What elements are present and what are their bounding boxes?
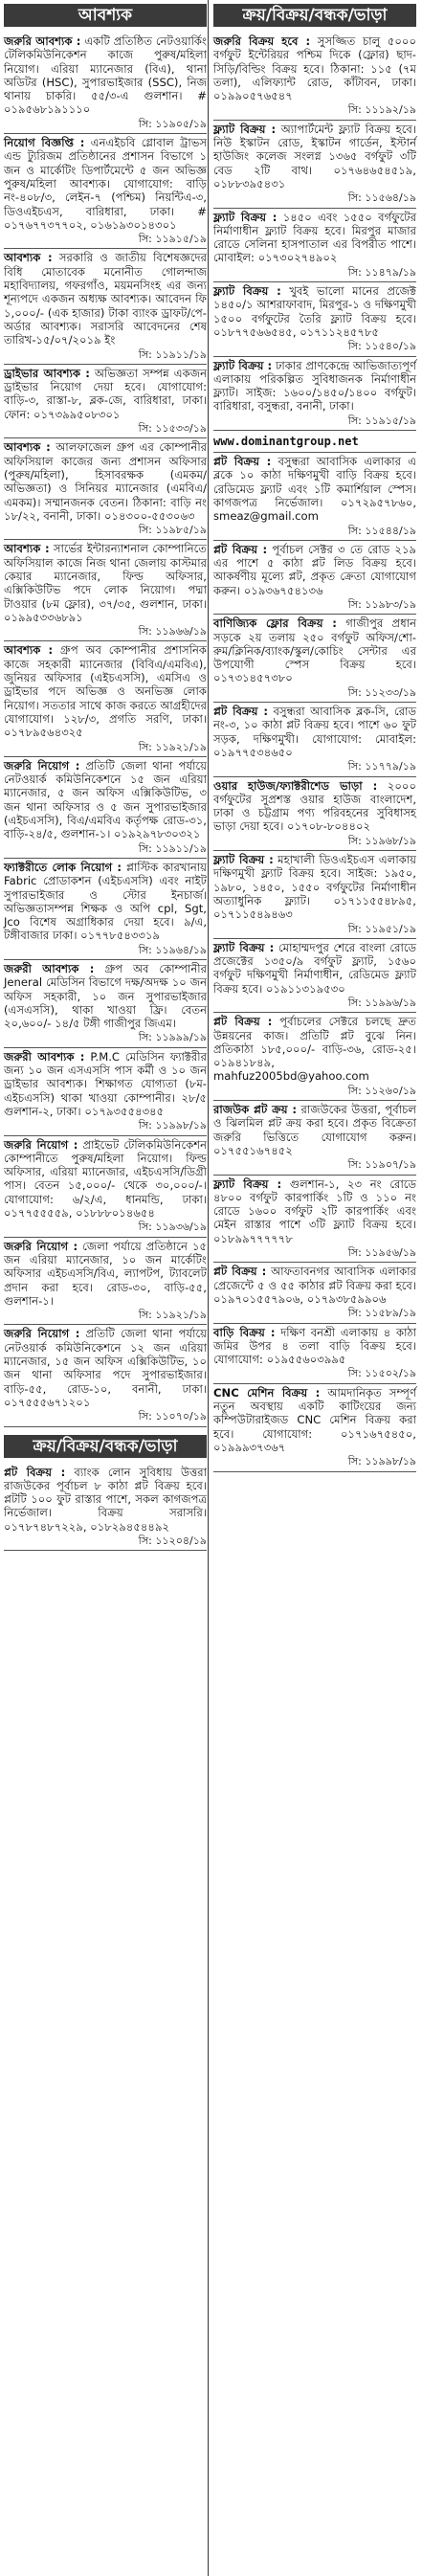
ad-title: ফ্ল্যাট বিক্রয় : [213,853,274,867]
ad-title: প্লট বিক্রয় : [213,1265,267,1279]
ad-body: প্লাস্টিক কারখানায় Fabric প্রোডাকশন (এইচএসসি) এবং নাইট সুপারভাইজার ও স্টোর ইনচার্জ। অভিজ্ঞতাসম্পন্ন শিক্ষক ও অপি cpl, Sgt, Jco বিশেষ অগ্রাধিকার দেয়া হবে। ৯/এ, টঙ্গীবাজার ঢাকা। ০১৭৭৮৫৪৩৩১৯ [4,860,208,943]
classified-ad [213,209,416,282]
ad-title: আবশ্যক : [4,643,54,658]
ad-code: সি: ১১৫৪৪/১৯ [347,524,416,537]
ad-title: আবশ্যক : [4,440,51,455]
classified-ad [213,777,416,851]
ad-title: আবশ্যক : [4,542,50,556]
classified-ad [4,249,207,364]
ad-code: সি: ১১১৯২/১৯ [347,103,416,117]
ad-body: প্রতিটি জেলা থানা পর্যায়ে নেটওয়ার্ক কমিউনিকেশনে ১৫ জন এরিয়া ম্যানেজার, ৫ জন অফিস এক্সিকিউটিভ, ৩ জন থানা অফিসার ও ৫ জন সুপারভাইজার (এইচএসসি), বিএ/এমবিএ কর্তৃপক্ষ রোড-৩১, বাড়ি-২৪/৫, গুলশান-১। ০১৯২৯৭৮৩০৩২১ [4,758,207,841]
ad-code: সি: ১১৯৮৩/১৯ [347,597,416,611]
ad-body: খুবই ভালো মানের প্রজেক্ট ১৪৫০/১ আশরাফাবাদ, মিরপুর-১ ও দক্ষিণমুখী ১৫০০ বর্গফুটের তৈরি ফ্ল্যাট বিক্রয় হবে। ০১৮৭৭৫৬৬৫৪৫, ০১৭১১২৪৫৭৮৫ [213,284,417,339]
section-header-wanted: আবশ্যক [4,4,207,27]
ad-code: সি: ১১৯১৫/১৯ [138,233,207,246]
ad-title: ফ্যাক্টরীতে লোক নিয়োগ : [4,860,122,874]
ad-title: বাণিজ্যিক ফ্লোর বিক্রয় : [213,616,337,631]
classified-ad [4,134,207,249]
classified-ad [4,1048,207,1136]
classified-ad [213,357,416,431]
ad-code: সি: ১১৯০৭/১৯ [347,1158,416,1172]
ad-title: প্লট বিক্রয় : [213,542,268,556]
ad-code: সি: ১১৯৩৬/১৯ [138,1221,207,1234]
ad-body: বসুন্ধরা আবাসিক ব্লক-সি, রোড নং-৩, ১০ কাঠা প্লট বিক্রয় হবে। পাশে ৬০ ফুট সড়ক, দক্ষিণমুখী। যোগাযোগ: মোবাইল: ০১৯৭৭৫৩৪৬৫০ [213,705,416,759]
ad-code: সি: ১১২৬০/১৯ [347,1084,416,1097]
ad-title: বাড়ি বিক্রয় : [213,1325,276,1339]
ad-title: রাজউক প্লট ক্রয় : [213,1103,298,1117]
ad-body: একটি প্রতিষ্ঠিত নেটওয়ার্কিং টেলিকমিউনিকেশন কাজে পুরুষ/মহিলা নিয়োগ। এরিয়া ম্যানেজার (বিএ), থানা অডিটর (HSC), সুপারভাইজার (SSC), নিজ থানায় চাকরি। ৫৫/৩-এ গুলশান। # ০১৯৫৬৮১৯১১১০ [4,34,207,117]
ad-body: প্রতিটি জেলা থানা পর্যায়ে নেটওয়ার্ক কমিউনিকেশনে ১২ জন এরিয়া ম্যানেজার, ১৫ জন অফিস এক্সিকিউটিভ, ১০ জন থানা অফিসার পদে সুপারভাইজার। বাড়ি-৫৫, রোড-১০, বনানী, ঢাকা। ০১৭৫৫৫৬৭১২০১ [4,1327,207,1409]
ad-title: জরুরী আবশ্যক : [4,1049,85,1064]
classified-ad [213,33,416,121]
ad-title: জরুরি নিয়োগ : [4,1137,78,1152]
ad-code: সি: ১১২৩৩/১৯ [347,685,416,699]
classified-ad [213,121,416,209]
ad-body: অ্যাপার্টমেন্ট ফ্ল্যাট বিক্রয় হবে। নিউ ইস্কাটন রোড, ইস্কাটন গার্ডেন, ইস্টার্ন হাউজিং কলেজ সংলগ্ন ১৩৬৫ বর্গফুট ৩টি বেড ২টি বাথ। ০১৭৬৪৬৫৪৫১৯, ০১৮৮৩৯৫৪৩১ [213,122,416,190]
ad-code: সি: ১১২০৪/১৯ [138,1534,207,1547]
classified-ad [213,282,416,356]
ad-title: ফ্ল্যাট বিক্রয় : [213,1176,282,1191]
ad-title: প্লট বিক্রয় : [213,705,268,719]
ad-body: দক্ষিণ বনশ্রী এলাকায় ৪ কাঠা জমির উপর ৪ তলা বাড়ি বিক্রয় হবে। যোগাযোগ: ০১৯৫৫৬০৩৯৯৫ [213,1325,416,1367]
ad-code: সি: ১১৯১১/১৯ [138,347,207,361]
right-ads-list [213,33,416,1472]
ad-code: সি: ১১৫৮৯/১৯ [347,1307,416,1320]
ad-body: পূর্বাচল সেক্টর ৩ তে রোড ২১৯ এর পাশে ৫ কাঠা প্লট লিড বিক্রয় হবে। আকর্ষণীয় মূল্যে প্লট, প্রকৃত ক্রেতা যোগাযোগ করুন। ০১৯৩৬৭৫৪১৩৬ [213,542,417,597]
ad-code: সি: ১১৯২১/১৯ [138,1309,207,1322]
ad-title: জরুরি বিক্রয় হবে : [213,34,311,48]
ad-body: রাজউকের উত্তরা, পূর্বাচল ও ঝিলমিল প্লট ক্রয় করা হবে। প্রকৃত বিক্রেতা জরুরি ভিত্তিতে যোগাযোগ করুন। ০১৭৫৫১৬৭৪৫২ [213,1103,416,1157]
ad-title: ড্রাইভার আবশ্যক : [4,366,90,380]
classified-ad [4,757,207,859]
classified-ad [4,365,207,438]
classified-ad [4,960,207,1048]
ad-body: আফতাবনগর আবাসিক এলাকার প্রেজেন্টে ৫ ও ৫৫ কাঠার প্লট বিক্রয় করা হবে। ০১৯৭০১৫৫৭৯০৬, ০১৭৯৩৮৫৯৯০৬ [213,1265,417,1306]
ad-body: আলফাজেল গ্রুপ এর কোম্পানীর অফিসিয়াল কাজের জন্য প্রশাসন অফিসার (পুরুষ/মহিলা), হিসাবরক্ষক (এমকম/অভিজ্ঞতা) ও সিনিয়র ম্যানেজার (এমবিএ/এমকম)। সম্মানজনক বেতন। ঠিকানা: বাড়ি নং ১৮/২২, বনানী, ঢাকা। ০১৪৩০০-৫৫৩০৬৩ [4,440,208,523]
ad-body: পূর্বাচলের সেক্টরে চলছে দ্রুত উন্নয়নের কাজ। প্রতিটি প্লট বুঝে নিন। প্রতিকাঠা ১৮৫,০০০/- বাড়ি-৩৬, রোড-২৫। ০১৯৪১৮৪৯, mahfuz2005bd@yahoo.com [213,1015,417,1084]
classified-ad [4,1464,207,1552]
ad-body: সরকারি ও জাতীয় বিশেষজ্ঞদের বিধি মোতাবেক মনোনীত গোলন্দাজ মহাবিদ্যালয়, গফরগাঁও, ময়মনসিংহ এর জন্য শূন্যপদে একজন অধ্যক্ষ আবশ্যক। আবেদন ফি ১,০০০/- (এক হাজার) টাকা ব্যাংক ড্রাফট/পে-অর্ডার আবশ্যক। সরাসরি আবেদনের শেষ তারিখ-১৫/০৭/২০১৯ ইং [4,251,207,347]
ad-title: নিয়োগ বিজ্ঞপ্তি : [4,136,85,150]
classified-ad [213,939,416,1013]
ad-code: সি: ১১৯৬৬/১৯ [138,625,207,638]
ad-title: ফ্ল্যাট বিক্রয় : [213,358,273,372]
ad-body: ২০০০ বর্গফুটের সুপ্রশস্ত ওয়ার হাউজ বাংলাদেশ, ঢাকা ও চট্টগ্রাম পণ্য পরিবহনের সুবিধাসহ ভাড়া দেয়া হবে। ০১৭০৮-৮০৪৪০২ [213,778,416,834]
classified-ad [4,1238,207,1326]
ad-code: সি: ১১৯৯৯/১৯ [138,1031,207,1044]
classified-ad [213,851,416,939]
ad-body: সুসজ্জিত চালু ৫০০০ বর্গফুট ইন্টেরিয়র পশ্চিম দিকে (ফ্লোর) ছাদ-সিড়ি/বিল্ডিং বিক্রয় হবে। ঠিকানা: ১১৫ (৭ম তলা), এলিফ্যান্ট রোড, কাঁটাবন, ঢাকা। ০১৯৯০৫৭৬৫৪৭ [213,34,417,103]
ad-code: সি: ১১০৭০/১৯ [138,1410,207,1423]
ad-title: জরুরি নিয়োগ : [4,1239,78,1253]
classified-ad [213,1263,416,1323]
ad-title: জরুরি আবশ্যক : [4,34,81,48]
classified-ad [213,1384,416,1472]
ad-code: সি: ১১৪৭৯/১৯ [347,265,416,279]
left-ads-list [4,33,207,1427]
ad-body: প্রাইভেট টেলিকমিউনিকেশন কোম্পানীতে পুরুষ/মহিলা নিয়োগ। ফিল্ড অফিসার, এরিয়া ম্যানেজার, এইচএসসি/ডিগ্রী পাস। বেতন ১৫,০০০/- থেকে ৩০,০০০/-। যোগাযোগ: ৬/২/এ, ধানমন্ডি, ঢাকা। ০১৭৭৫৫৫৫৯, ০১৮৮৮০১৪৬৫৪ [4,1137,207,1221]
classified-ad [213,1324,416,1384]
ad-title: ওয়ার হাউজ/ফ্যাক্টরীশেড ভাড়া : [213,778,378,793]
left-ads2-list [4,1464,207,1552]
ad-code: সি: ১১৯০৫/১৯ [138,117,207,130]
ad-code: সি: ১১৯৮৫/১৯ [138,524,207,537]
right-column [213,4,416,1472]
section-header-buy-sell-left: ক্রয়/বিক্রয়/বন্ধক/ভাড়া [4,1435,207,1458]
website-link[interactable]: www.dominantgroup.net [213,431,416,453]
ad-title: ফ্ল্যাট বিক্রয় : [213,210,278,224]
ad-title: জরুরী আবশ্যক : [4,962,95,975]
ad-body: ১৪৫০ এবং ১৫৫০ বর্গফুটের নির্মাণাধীন ফ্ল্যাট বিক্রয় হবে। মিরপুর মাজার রোডে সেলিনা হাসপাতাল এর বিপরীত পাশে। মোবাইল: ০১৭৩০২৭৪৯০২ [213,210,416,265]
classified-ad [213,1101,416,1175]
ad-code: সি: ১১৯৬৪/১৯ [138,943,207,956]
ad-title: প্লট বিক্রয় : [213,455,272,469]
ad-title: ফ্ল্যাট বিক্রয় : [213,122,277,136]
classified-ad [4,33,207,134]
ad-body: মোহাম্মদপুর শেরে বাংলা রোডে প্রজেক্টের ১৩৫০/৯ বর্গফুট ফ্ল্যাট, ১৫৬০ বর্গফুট দক্ষিণমুখী নির্মাণাধীন, রেডিমেড ফ্ল্যাট বিক্রয় হবে। ০১৯১১৩১৯৫৩০ [213,940,417,996]
ad-title: আবশ্যক : [4,251,53,265]
classified-ad [4,438,207,540]
ad-body: গাজীপুর প্রধান সড়কে ২য় তলায় ২৫০ বর্গফুট অফিস/শো-রুম/ক্লিনিক/ব্যাংক/স্কুল/কোচিং সেন্টার এর উপযোগী স্পেস বিক্রয় হবে। ০১৭৩১৪৫৭৩৮০ [213,616,416,685]
ad-code: সি: ১১৯৫৬/১৯ [347,1246,416,1260]
ad-code: সি: ১১৯৯৮/১৯ [138,1119,207,1132]
ad-title: CNC মেশিন বিক্রয় : [213,1385,321,1400]
classified-ad [4,1325,207,1426]
ad-body: জেলা পর্যায়ে প্রতিষ্ঠানে ১৫ জন এরিয়া ম্যানেজার, ১০ জন মার্কেটিং অফিসার এইচএসসি/বিএ, ল্যাপটপ, ট্যাবলেট প্রদান করা হবে। রোড-৩০, বাড়ি-৫৫, গুলশান-১। [4,1239,207,1308]
column-divider [208,0,209,2576]
ad-body: সার্ভের ইন্টারন্যাশনাল কোম্পানিতে অফিসিয়াল কাজে নিজ থানা জেলায় কাস্টমার কেয়ার ম্যানেজার, ফিল্ড অফিসার, এক্সিকিউটিভ পদে লোক নিয়োগ। পদ্মা টাওয়ার (৮ম ফ্লোর), ৩৭/৩৫, গুলশান, ঢাকা। ০১৯৯৫৩৩৬৮৯১ [4,542,207,624]
classified-ad [4,540,207,641]
ad-code: সি: ১১৫৪০/১৯ [347,340,416,353]
ad-body: বসুন্ধরা আবাসিক এলাকার এ ব্লকে ১০ কাঠা দক্ষিণমুখী বাড়ি বিক্রয় হবে। রেডিমেড ফ্ল্যাট এবং ১টি কমার্শিয়াল স্পেস। কাগজপত্র নির্ভেজাল। ০১৭২৯৫৭৮৬০, smeaz@gmail.com [213,455,417,524]
ad-code: সি: ১১৫০২/১৯ [347,1367,416,1380]
classified-ad [4,641,207,756]
ad-code: সি: ১১৯৯৮/১৯ [347,1455,416,1468]
ad-code: সি: ১১৯১১/১৯ [138,841,207,855]
ad-code: সি: ১১৯১৫/১৯ [347,414,416,427]
ad-code: সি: ১১৯৫১/১৯ [347,922,416,935]
ad-title: জরুরি নিয়োগ : [4,758,80,773]
ad-code: সি: ১১৫৬৪/১৯ [347,191,416,205]
ad-code: সি: ১১৫৩৩/১৯ [138,422,207,436]
left-column [4,4,207,1551]
ad-body: মহাখালী ডিওএইচএস এলাকায় দক্ষিণমুখী ফ্ল্যাট বিক্রয় হবে। সাইজ: ১৯৫০, ১৯৮০, ১৪৫০, ১৫৫০ বর্গফুটের নির্মাণাধীন অত্যাধুনিক ফ্ল্যাট। ০১৭১১৫৫৪৮৯৫, ০১৭১১৫৪৯৪৬৩ [213,853,416,922]
ad-code: সি: ১১৯২১/১৯ [138,740,207,753]
ad-title: ফ্ল্যাট বিক্রয় : [213,284,281,299]
classified-ad [213,1176,416,1264]
ad-body: ব্যাংক লোন সুবিধায় উত্তরা রাজউকের পূর্বাচল ৮ কাঠা প্লট বিক্রয় হবে। প্লটটি ১০০ ফুট রাস্তার পাশে, সকল কাগজপত্র নির্ভেজাল। বিক্রয় সরাসরি। ০১৭৮৭৪৮৭২২৯, ০১৮২৯৪৫৪৪৯২ [4,1465,208,1534]
ad-body: ঢাকার প্রাণকেন্দ্রে আভিজাত্যপূর্ণ এলাকায় পরিকল্পিত সুবিধাজনক নির্মাণাধীন ফ্ল্যাট। সাইজ: ১৬০০/১৪৫০/১৪০০ বর্গফুট। বারিধারা, বসুন্ধরা, বনানী, ঢাকা। [213,358,416,414]
ad-body: গ্রুপ অব কোম্পানীর Jeneral মেডিসিন বিভাগে দক্ষ/অদক্ষ ১০ জন অফিস সহকারী, ১০ জন সুপারভাইজার (এসএসসি), থাকা খাওয়া ফ্রি। বেতন ২০,৬০০/- ১৪/৫ টঙ্গী গাজীপুর জিএম। [4,962,207,1031]
ad-body: P.M.C মেডিসিন ফ্যাক্টরীর জন্য ১০ জন এসএসসি পাস কর্মী ও ১০ জন ড্রাইভার আবশ্যক। শিক্ষাগত যোগ্যতা (৮ম-এইচএসসি) থাকা খাওয়া কোম্পানীর। ২৮/৫ গুলশান-২, ঢাকা। ০১৭৯৩৫৫৪৩৪৫ [4,1049,207,1118]
classified-ad [4,859,207,960]
ad-title: ফ্ল্যাট বিক্রয় : [213,940,275,954]
ad-code: সি: ১১৯৯৬/১৯ [347,997,416,1009]
ad-code: সি: ১১৭৭৯/১৯ [347,760,416,773]
ad-body: গ্রুপ অব কোম্পানীর প্রশাসনিক কাজে সহকারী ম্যানেজার (বিবিএ/এমবিএ), জুনিয়র অফিসার (এইচএসসি), এমসিএ ও ড্রাইভার পদে অভিজ্ঞ ও অনভিজ্ঞ লোক নিয়োগ। সততার সাথে কাজ করতে আগ্রহীদের যোগাযোগ। ১২৮/৩, প্রগতি সরণি, ঢাকা। ০১৭৮৯৫৬৪৩২৫ [4,643,208,740]
ad-title: প্লট বিক্রয় : [4,1465,66,1479]
ad-title: জরুরি নিয়োগ : [4,1327,80,1341]
classified-ad [213,453,416,541]
ad-body: আমদানিকৃত সম্পূর্ণ নতুন অবস্থায় একটি কাটিংয়ের জন্য কম্পিউটারাইজড CNC মেশিন বিক্রয় করা হবে। যোগাযোগ: ০১৭১৬৭৫৪৫০, ০১৯৯৯৩৭৩৬৭ [213,1385,417,1454]
ad-body: গুলশান-১, ২৩ নং রোডে ৪৮০০ বর্গফুট কারপার্কিং ১টি ও ১১০ নং রোডে ১৬০০ বর্গফুট ২টি কারপার্কিং এবং মেইন রাস্তার পাশে ৩টি ফ্ল্যাট বিক্রয় হবে। ০১৮৯৯৭৭৭৭৭৮ [213,1176,416,1245]
ad-body: অভিজ্ঞতা সম্পন্ন একজন ড্রাইভার নিয়োগ দেয়া হবে। যোগাযোগ: বাড়ি-৩, রাস্তা-৮, ব্লক-জে, বারিধারা, ঢাকা। ফোন: ০১৭৩৯৯৫০৮৩০১ [4,366,207,421]
classified-ad [213,703,416,776]
classified-ad [213,1013,416,1101]
ad-title: প্লট বিক্রয় : [213,1015,273,1029]
section-header-buy-sell: ক্রয়/বিক্রয়/বন্ধক/ভাড়া [213,4,416,27]
ad-code: সি: ১১৯৬৮/১৯ [347,834,416,847]
classified-ad [4,1136,207,1238]
ad-body: এনএইচবি গ্লোবাল ট্রাভস এন্ড ট্যুরিজম প্রতিষ্ঠানের প্রশাসন বিভাগে ১ জন ও মার্কেটিং ডিপার্টমেন্টে ৫ জন অভিজ্ঞ পুরুষ/মহিলা আবশ্যক। যোগাযোগ: বাড়ি নং-৪০৮/৩, লেইন-৭ (পশ্চিম) নিয়ন্টিএ-৩, ডিওএইচএস, বারিধারা, ঢাকা। # ০১৭৬৭৭৩৭৭০২, ০১৬১৯৩০১৪৩০১ [4,136,207,232]
classified-ad [213,615,416,703]
classified-ad [213,541,416,615]
